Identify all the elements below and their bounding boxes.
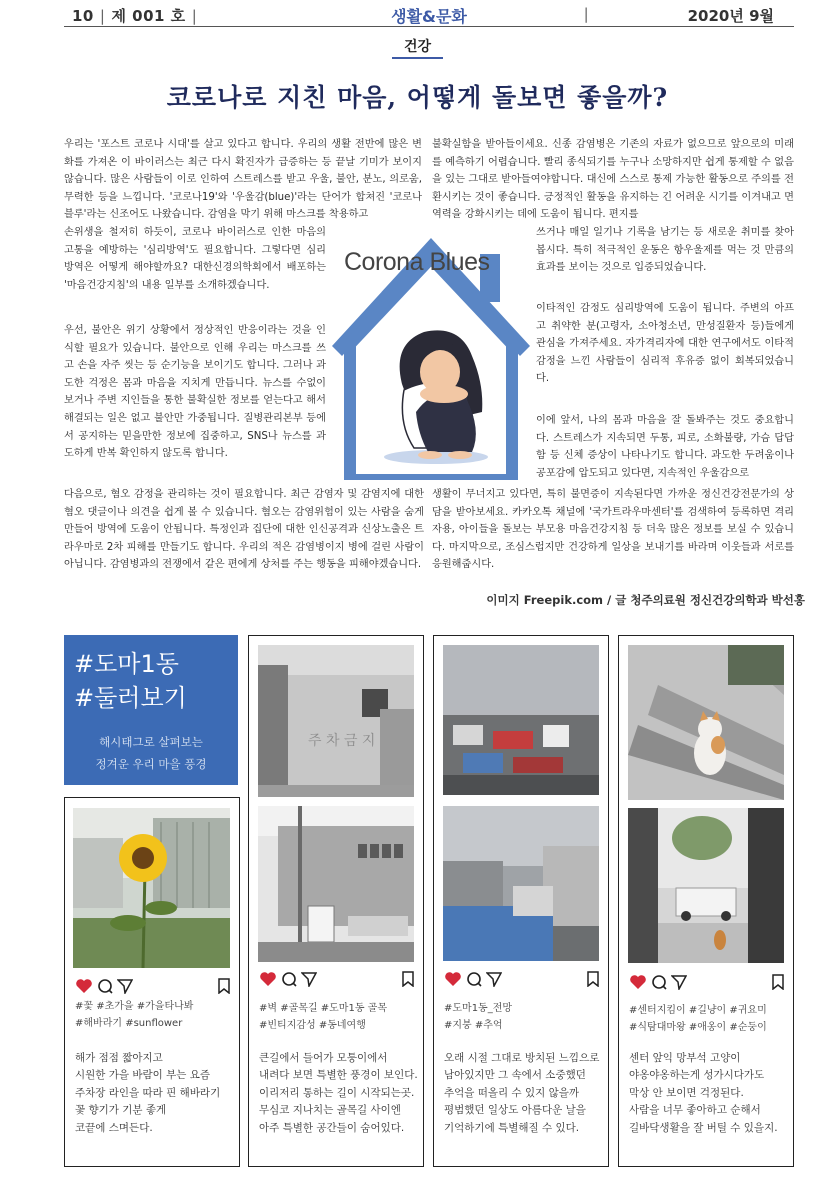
like-heart-icon[interactable] bbox=[629, 974, 647, 990]
article-paragraph-4b: 쓰거나 매일 일기나 기록을 남기는 등 새로운 취미를 찾아봅시다. 특히 적극적인 운동은 항우울제를 먹는 것 만큼의 효과를 보이는 것으로 입증되었습니다. bbox=[536, 227, 794, 274]
foot-right bbox=[448, 451, 472, 459]
article-paragraph-2: 우선, 불안은 위기 상황에서 정상적인 반응이라는 것을 인식할 필요가 있습니다. 불안으로 인해 우리는 마스크를 쓰고 손을 자주 씻는 등 순기능을 보이기도 합니다. 그러나 과도한 걱정은 몸과 마음을 지치게 만듭니다. 뉴스를 수없이 보거나 주변 지인들을 통한 불확실한 정보를 얻는다고 해서 해결되는 일은 없고 불안만 가중됩니다. 질병관리본부 등에서 공지하는 믿을만한 정보에 집중하고, SNS나 뉴스를 과도하게 반복 확인하지 않도록 합니다. bbox=[64, 325, 326, 460]
article-paragraph-5: 이타적인 감정도 심리방역에 도움이 됩니다. 주변의 아프고 취약한 분(고령자, 소아청소년, 만성질환자 등)들에게 관심을 가져주세요. 자가격리자에 대한 연구에서도 이타적 감정을 느낀 사람들이 심리적 후유증 없이 회복되었습니다. bbox=[536, 303, 794, 385]
hashtag-line: #해바라기 #sunflower bbox=[75, 1018, 183, 1029]
banner-title bbox=[74, 647, 187, 715]
card-action-bar bbox=[444, 971, 600, 989]
description-line: 평범했던 일상도 아름다운 날을 bbox=[444, 1104, 586, 1117]
article-credit: 이미지 Freepik.com / 글 청주의료원 정신건강의학과 박선홍 bbox=[486, 593, 805, 607]
card-description bbox=[444, 1050, 604, 1137]
description-line: 해가 점점 짧아지고 bbox=[75, 1052, 163, 1064]
card-hashtags bbox=[444, 1000, 600, 1034]
hashtag-line: #빈티지감성 #동네여행 bbox=[259, 1020, 366, 1031]
comment-icon[interactable] bbox=[466, 971, 482, 987]
card-hashtags bbox=[629, 1002, 785, 1036]
hashtag-line: #센터지킴이 #길냥이 #귀요미 bbox=[629, 1005, 767, 1016]
illustration-caption: Corona Blues bbox=[344, 248, 490, 276]
gallery-card-alley bbox=[248, 635, 424, 1167]
article-paragraph-6: 이에 앞서, 나의 몸과 마음을 잘 돌봐주는 것도 중요합니다. 스트레스가 지속되면 두통, 피로, 소화불량, 가슴 답답함 등 신체 증상이 나타나기도 합니다. 과도한 두려움이나 공포감에 압도되고 있다면, 지속적인 우울감으로 bbox=[536, 415, 794, 479]
share-icon[interactable] bbox=[671, 974, 687, 990]
svg-text:주 차 금 지: 주 차 금 지 bbox=[308, 733, 376, 749]
card-description bbox=[75, 1050, 235, 1137]
gallery-banner bbox=[64, 635, 238, 785]
description-line: 오래 시절 그대로 방치된 느낌으로 bbox=[444, 1052, 600, 1064]
village-roofs-photo bbox=[443, 806, 599, 961]
description-line: 시원한 가을 바람이 부는 요즘 bbox=[75, 1069, 211, 1082]
issue-date-wrap bbox=[583, 5, 774, 26]
hashtag-line: #지붕 #추억 bbox=[444, 1020, 503, 1031]
header-separator: | bbox=[99, 7, 106, 25]
rooftop-view-photo bbox=[443, 645, 599, 795]
hashtag-line: #식탐대마왕 #애옹이 #순둥이 bbox=[629, 1022, 767, 1033]
section-name: 생활&문화 bbox=[391, 7, 467, 26]
hashtag-line: #벽 #골목길 #도마1동 골목 bbox=[259, 1003, 387, 1014]
comment-icon[interactable] bbox=[651, 974, 667, 990]
description-line: 사람을 너무 좋아하고 순해서 bbox=[629, 1104, 761, 1117]
description-line: 추억을 떠올리 수 있지 않을까 bbox=[444, 1086, 580, 1099]
bookmark-icon[interactable] bbox=[217, 978, 231, 994]
arms-shape bbox=[420, 385, 468, 403]
page-number: 10 bbox=[72, 7, 94, 25]
description-line: 남아있지만 그 속에서 소중했던 bbox=[444, 1069, 586, 1082]
description-line: 이리저리 통하는 길이 시작되는곳. bbox=[259, 1086, 415, 1099]
card-description bbox=[629, 1050, 789, 1137]
issue-date: 2020년 9월 bbox=[687, 7, 774, 25]
like-heart-icon[interactable] bbox=[444, 971, 462, 987]
doorway-cat-photo bbox=[628, 808, 784, 963]
cat-on-stairs-photo bbox=[628, 645, 784, 800]
description-line: 센터 앞익 망부석 고양이 bbox=[629, 1052, 741, 1064]
foot-left bbox=[418, 451, 442, 459]
share-icon[interactable] bbox=[117, 978, 133, 994]
card-action-bar bbox=[629, 974, 785, 992]
section-tag bbox=[0, 36, 835, 59]
hashtag-line: #꽃 #초가을 #가을타나봐 bbox=[75, 1001, 194, 1012]
comment-icon[interactable] bbox=[281, 971, 297, 987]
description-line: 꽃 향기가 기분 좋게 bbox=[75, 1104, 167, 1117]
header-separator: | bbox=[583, 5, 589, 23]
bookmark-icon[interactable] bbox=[401, 971, 415, 987]
description-line: 길바닥생활을 잘 버틸 수 있을지. bbox=[629, 1121, 778, 1134]
card-action-bar bbox=[75, 978, 231, 996]
description-line: 무심코 지나치는 골목길 사이엔 bbox=[259, 1104, 401, 1117]
alley-street-photo bbox=[258, 806, 414, 962]
banner-subtitle-line-2: 정겨운 우리 마을 풍경 bbox=[95, 757, 207, 771]
issue-number: 제 001 호 bbox=[111, 7, 186, 25]
alley-wall-photo bbox=[258, 645, 414, 797]
card-hashtags bbox=[259, 1000, 415, 1034]
article-paragraph-3: 다음으로, 혐오 감정을 관리하는 것이 필요합니다. 최근 감염자 및 감염지에 대한 혐오 댓글이나 의견을 쉽게 볼 수 있습니다. 혐오는 감염위험이 있는 사람을 숨게 만들어 방역에 도움이 안됩니다. 특정인과 집단에 대한 인신공격과 신상노출은 트라우마로 2차 피해를 만들기도 합니다. 우리의 적은 감염병이지 병에 걸린 사람이 아닙니다. 감염병과의 전쟁에서 같은 편에게 상처를 주는 행동을 피해야겠습니다. bbox=[64, 489, 424, 571]
page-header bbox=[64, 4, 794, 27]
banner-subtitle bbox=[64, 731, 238, 775]
share-icon[interactable] bbox=[486, 971, 502, 987]
gallery-card-cat bbox=[618, 635, 794, 1167]
description-line: 야옹야옹하는게 성가시다가도 bbox=[629, 1069, 765, 1082]
description-line: 주차장 라인을 따라 핀 해바라기 bbox=[75, 1086, 221, 1099]
card-hashtags bbox=[75, 998, 231, 1032]
article-paragraph-4: 불확실함을 받아들이세요. 신종 감염병은 기존의 자료가 없으므로 앞으로의 미래를 예측하기 어렵습니다. 빨리 종식되기를 누구나 소망하지만 쉽게 통제할 수 없음을 있는 그대로 받아들여야합니다. 대신에 스스로 통제 가능한 활동으로 주의를 전환시키는 것이 좋습니다. 긍정적인 활동을 유지하는 긴 어려운 시기를 이겨내고 면역력을 강화시키는 데에 도움이 됩니다. 편지를 bbox=[432, 139, 795, 221]
banner-title-line-2: #둘러보기 bbox=[74, 684, 187, 712]
sunflower-photo bbox=[73, 808, 230, 968]
like-heart-icon[interactable] bbox=[259, 971, 277, 987]
bookmark-icon[interactable] bbox=[586, 971, 600, 987]
share-icon[interactable] bbox=[301, 971, 317, 987]
bookmark-icon[interactable] bbox=[771, 974, 785, 990]
description-line: 내려다 보면 특별한 풍경이 보인다. bbox=[259, 1069, 418, 1082]
description-line: 아주 특별한 공간들이 숨어있다. bbox=[259, 1121, 405, 1134]
gallery-card-view bbox=[433, 635, 609, 1167]
card-description bbox=[259, 1050, 419, 1137]
gallery-card-sunflower bbox=[64, 797, 240, 1167]
card-action-bar bbox=[259, 971, 415, 989]
article-paragraph-1: 우리는 '포스트 코로나 시대'를 살고 있다고 합니다. 우리의 생활 전반에 많은 변화를 가져온 이 바이러스는 최근 다시 확진자가 급증하는 등 끝날 기미가 보이지 않습니다. 많은 사람들이 이로 인하여 스트레스를 받고 우울, 불안, 분노, 의로움, 무력한 등을 느낍니다. '코로나19'와 '우울감(blue)'라는 단어가 합쳐진 '코로나 블루'라는 신조어도 나왔습니다. 감염을 막기 위해 마스크를 착용하고 bbox=[64, 139, 422, 221]
header-separator: | bbox=[191, 7, 198, 25]
like-heart-icon[interactable] bbox=[75, 978, 93, 994]
banner-title-line-1: #도마1동 bbox=[74, 650, 179, 678]
article-paragraph-6b: 생활이 무너지고 있다면, 특히 불면증이 지속된다면 가까운 정신건강전문가의 상담을 받아보세요. 카카오톡 채널에 '국가트라우마센터'를 검색하여 등록하면 격리자용, 아이들을 돌보는 부모용 마음건강지침 등 더욱 많은 정보를 보실 수 있습니다. 마지막으로, 조심스럽지만 건강하게 일상을 보내기를 바라며 이웃들과 서로를 응원해줍시다. bbox=[432, 489, 794, 571]
description-line: 큰길에서 들어가 모퉁이에서 bbox=[259, 1052, 388, 1064]
article-title: 코로나로 지친 마음, 어떻게 돌보면 좋을까? bbox=[166, 83, 669, 112]
section-tag-label: 건강 bbox=[392, 36, 443, 59]
comment-icon[interactable] bbox=[97, 978, 113, 994]
description-line: 기억하기에 특별해질 수 있다. bbox=[444, 1121, 580, 1134]
description-line: 막상 안 보이면 걱정된다. bbox=[629, 1086, 744, 1099]
description-line: 코끝에 스며든다. bbox=[75, 1121, 153, 1134]
article-paragraph-1b: 손위생을 철저히 하듯이, 코로나 바이러스로 인한 마음의 고통을 예방하는 '심리방역'도 필요합니다. 그렇다면 심리 방역은 어떻게 해야할까요? 대한신경의학회에서 배포하는 '마음건강지침'의 내용 일부를 소개하겠습니다. bbox=[64, 227, 326, 291]
hashtag-line: #도마1동_전망 bbox=[444, 1003, 513, 1014]
banner-subtitle-line-1: 해시태그로 살펴보는 bbox=[99, 735, 203, 749]
